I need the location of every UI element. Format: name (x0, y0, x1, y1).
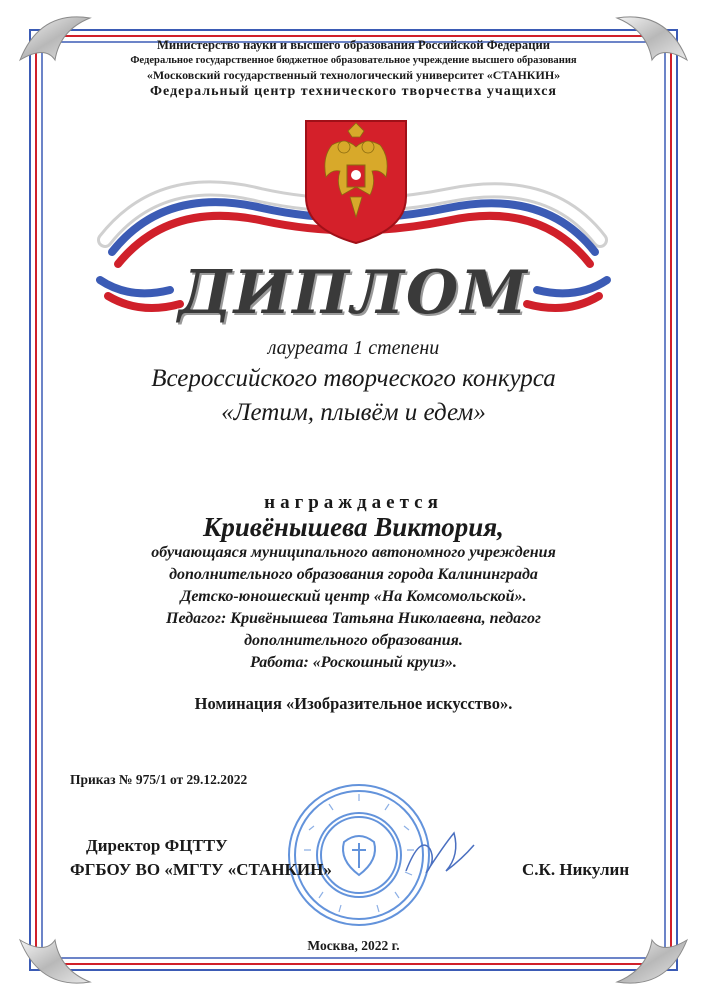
russian-coat-of-arms-icon (302, 117, 410, 247)
handwritten-signature (400, 815, 480, 885)
header-institution-type: Федеральное государственное бюджетное образовательное учреждение высшего образования (130, 55, 577, 66)
signer-name: С.К. Никулин (522, 860, 630, 879)
header-ministry: Министерство науки и высшего образования Российской Федерации (157, 38, 550, 52)
contest-name: «Летим, плывём и едем» (221, 399, 486, 426)
contest-label: Всероссийского творческого конкурса (151, 365, 556, 392)
director-organization: ФГБОУ ВО «МГТУ «СТАНКИН» (70, 860, 332, 879)
detail-line: Педагог: Кривёнышева Татьяна Николаевна, педагог (166, 610, 541, 627)
recipient-name: Кривёнышева Виктория, (203, 512, 504, 542)
header-center: Федеральный центр технического творчества учащихся (150, 84, 557, 99)
diploma-title: ДИПЛОМ (178, 258, 529, 328)
detail-line: Работа: «Роскошный круиз». (250, 654, 457, 671)
detail-line: дополнительного образования. (244, 632, 463, 649)
director-title: Директор ФЦТТУ (86, 836, 228, 855)
detail-line: Детско-юношеский центр «На Комсомольской». (180, 588, 527, 605)
laureate-degree: лауреата 1 степени (267, 337, 440, 359)
order-number: Приказ № 975/1 от 29.12.2022 (70, 772, 248, 787)
city-year: Москва, 2022 г. (307, 938, 400, 953)
detail-line: дополнительного образования города Калининграда (169, 566, 538, 583)
header-university: «Московский государственный технологический университет «СТАНКИН» (146, 68, 561, 82)
detail-line: обучающаяся муниципального автономного учреждения (151, 544, 556, 561)
awarded-label: награждается (264, 492, 443, 513)
nomination: Номинация «Изобразительное искусство». (194, 694, 513, 713)
